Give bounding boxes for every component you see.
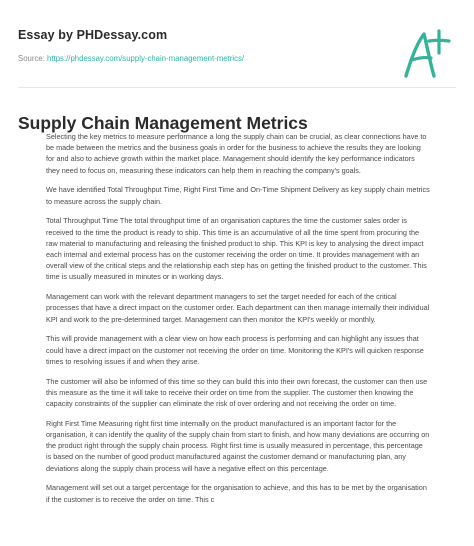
header-divider [18,87,456,88]
paragraph: Right First Time Measuring right first time internally on the product manufactured is an important factor for the organisation, it can identify the quality of the supply chain from start to finish, and how many deviations are occurring on the product right through the supply chain process. Right first time is usually measured in percentage, this percentage is based on the number of good product manufactured against the customer demand or manufacturing plan, any deviations along the supply chain process will have a negative effect on this percentage. [46,418,430,473]
source-label: Source: [18,54,48,63]
article-title: Supply Chain Management Metrics [18,112,308,133]
source-line [18,54,458,63]
a-plus-logo-icon[interactable] [394,26,452,84]
paragraph: This will provide management with a clear view on how each process is performing and can highlight any issues that could have a direct impact on the customer not receiving the order on time. Monitoring the KPI's will quicken response times to resolving issues if and when they arise. [46,334,424,366]
article-body [46,131,430,513]
source-link[interactable]: https://phdessay.com/supply-chain-management-metrics/ [47,54,245,63]
paragraph: Total Throughput Time The total throughput time of an organisation captures the time the customer sales order is received to the time the product is ready to ship. This time is an accumulative of all the time spent from procuring the raw material to manufacturing and releasing the finished product to ship. This KPI is key to analysing the direct impact each internal and external process has on the customer receiving the order on time. It provides management with an overall view of the critical steps and the relationship each step has on getting the finished product to the customer. This time is usually measured in minutes or in working days. [46,216,427,282]
paragraph: We have identified Total Throughput Time, Right First Time and On-Time Shipment Delivery as key supply chain metrics to measure across the supply chain. [46,185,430,206]
paragraph: The customer will also be informed of this time so they can build this into their own forecast, the customer can then use this measure as the time it will take to receive their order on time from the supplier. The customer then knowing the capacity constraints of the supplier can eliminate the risk of over ordering and not receiving the order on time. [46,376,428,409]
brand-title: Essay by PHDessay.com [18,28,168,42]
paragraph: Management will set out a target percentage for the organisation to achieve, and this has to be met by the organisation if the customer is to receive the order on time. This c [46,483,427,504]
paragraph: Selecting the key metrics to measure performance a long the supply chain can be crucial, as clear connections have to be made between the metrics and the business goals in order for the business to achieve the results they are looking for and also to achieve growth within the market place. Management should identify the key performance indicators they need to focus on, measuring these indicators can help them in reaching the company's goals. [46,132,427,175]
paragraph: Management can work with the relevant department managers to set the target needed for each of the critical processes that have a direct impact on the customer order. Each department can then manage internally their individual KPI and work to the pre-determined target. Management can then monitor the KPI's weekly or monthly. [46,292,430,324]
site-header [18,28,458,63]
